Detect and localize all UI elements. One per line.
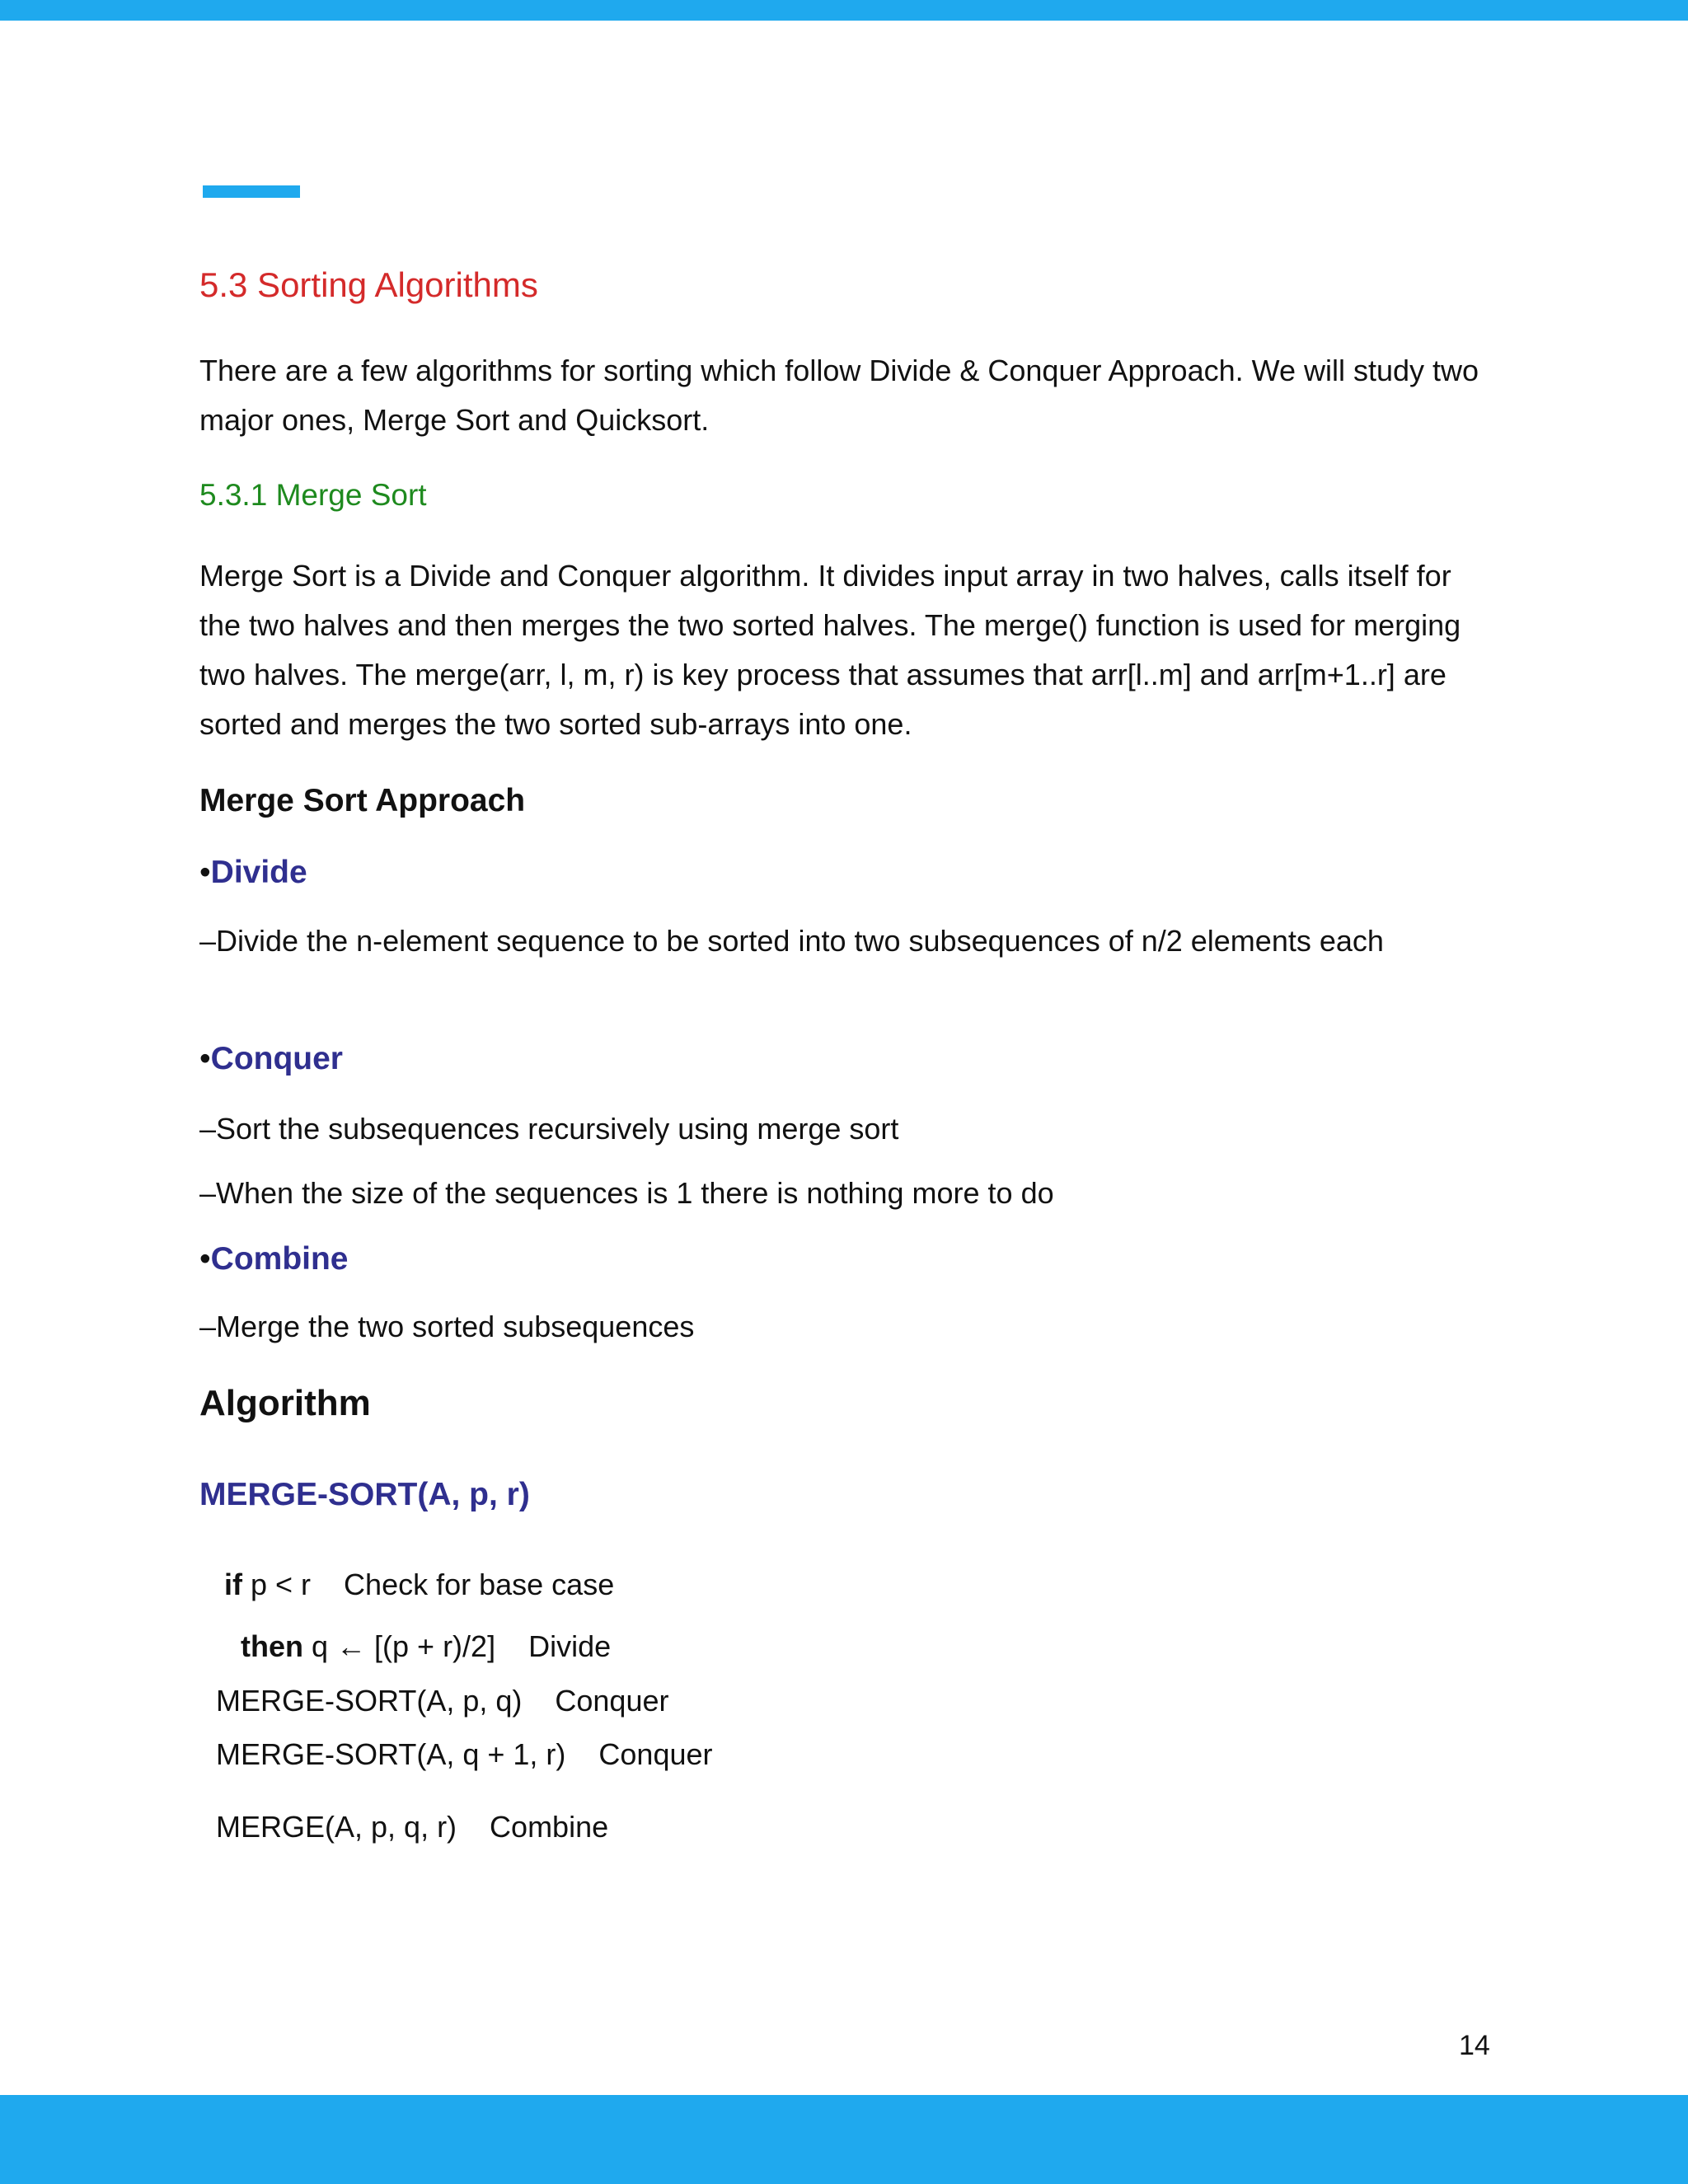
section-title: 5.3 Sorting Algorithms [199, 265, 538, 304]
if-code: p < r [242, 1568, 312, 1601]
conquer-step-text: –Sort the subsequences recursively using merge sort [199, 1112, 899, 1146]
conquer-step-title [199, 1041, 343, 1077]
code-line-merge-sort-right [216, 1737, 713, 1772]
algorithm-signature: MERGE-SORT(A, p, r) [199, 1477, 530, 1512]
code-line-if [224, 1568, 614, 1602]
then-code: q ← [(p + r)/2] [303, 1629, 496, 1663]
divide-step-title [199, 855, 307, 891]
bullet: • [199, 855, 211, 890]
top-accent-bar [0, 0, 1688, 21]
divide-label: Divide [210, 855, 307, 890]
combine-step-title [199, 1241, 349, 1277]
conquer-step-text: –When the size of the sequences is 1 there is nothing more to do [199, 1176, 1054, 1210]
page-number: 14 [1459, 2030, 1490, 2061]
merge-sort-left-code: MERGE-SORT(A, p, q) [216, 1684, 523, 1718]
then-keyword: then [241, 1629, 303, 1663]
then-note: Divide [528, 1629, 612, 1663]
algorithm-heading: Algorithm [199, 1383, 371, 1423]
code-line-merge [216, 1810, 608, 1844]
combine-label: Combine [210, 1241, 349, 1277]
section-intro: There are a few algorithms for sorting which follow Divide & Conquer Approach. We will study two major ones, Merge Sort and Quicksort. [199, 354, 1479, 437]
if-note: Check for base case [344, 1568, 615, 1601]
approach-heading: Merge Sort Approach [199, 783, 526, 818]
accent-dash [203, 185, 300, 198]
merge-code: MERGE(A, p, q, r) [216, 1810, 457, 1844]
merge-sort-left-note: Conquer [555, 1684, 669, 1718]
merge-sort-right-code: MERGE-SORT(A, q + 1, r) [216, 1737, 566, 1771]
bottom-accent-bar [0, 2095, 1688, 2184]
merge-sort-right-note: Conquer [598, 1737, 713, 1771]
merge-note: Combine [490, 1810, 609, 1844]
combine-step-text: –Merge the two sorted subsequences [199, 1310, 695, 1343]
subsection-title: 5.3.1 Merge Sort [199, 478, 427, 512]
bullet: • [199, 1241, 211, 1277]
conquer-label: Conquer [210, 1041, 343, 1076]
code-line-then [241, 1629, 611, 1664]
merge-sort-description: Merge Sort is a Divide and Conquer algorithm. It divides input array in two halves, calls itself for the two halves and then merges the two sorted halves. The merge() function is used for merging two halves. The merge(arr, l, m, r) is key process that assumes that arr[l..m] and arr[m+1..r] are sorted and merges the two sorted sub-arrays into one. [199, 559, 1461, 741]
code-line-merge-sort-left [216, 1684, 668, 1718]
bullet: • [199, 1041, 211, 1076]
divide-step-text: –Divide the n-element sequence to be sorted into two subsequences of n/2 elements each [199, 924, 1384, 958]
if-keyword: if [224, 1568, 242, 1601]
